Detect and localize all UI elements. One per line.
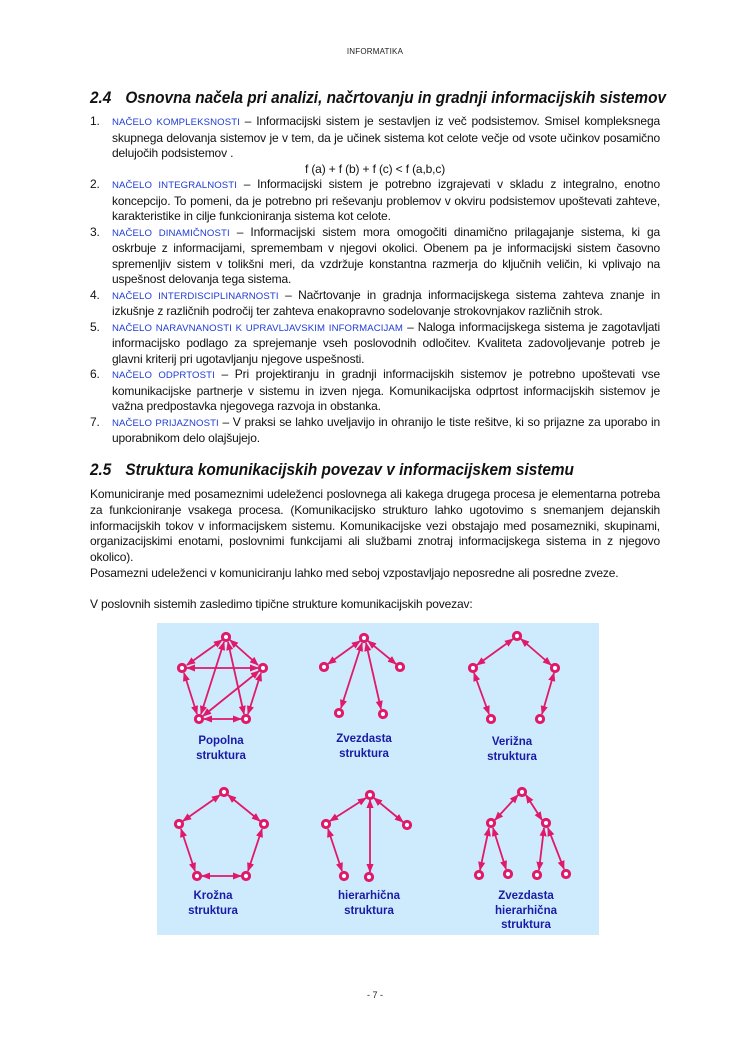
caption-line: Zvezdasta bbox=[498, 890, 554, 902]
caption-ring-structure bbox=[153, 889, 273, 918]
caption-line: hierarhična bbox=[495, 904, 557, 917]
caption-line: Popolna bbox=[198, 735, 244, 747]
section-2-4-heading bbox=[90, 89, 666, 108]
caption-line: struktura bbox=[344, 904, 394, 917]
complete-structure-edges bbox=[184, 640, 261, 719]
section-2-5-heading bbox=[90, 461, 574, 480]
page-number: - 7 - bbox=[366, 990, 383, 1000]
communication-structures-figure bbox=[157, 623, 599, 935]
paragraph-typical-structures: V poslovnih sistemih zasledimo tipične strukture komunikacijskih povezav: bbox=[90, 597, 473, 611]
caption-line: hierarhična bbox=[338, 890, 400, 902]
list-item bbox=[90, 367, 660, 415]
caption-star-structure bbox=[304, 732, 424, 761]
list-item bbox=[90, 225, 660, 288]
item-number: 5. bbox=[90, 319, 100, 334]
item-number: 2. bbox=[90, 177, 100, 191]
principle-term: NAČELO PRIJAZNOSTI bbox=[112, 417, 219, 429]
item-number: 3. bbox=[90, 224, 100, 239]
caption-complete-structure bbox=[161, 734, 281, 763]
principle-text: – Informacijski sistem je sestavljen iz več podsistemov. Smisel kompleksnega skupnega delovanja sistemov je v tem, da je učinek sistema kot celote večje od vsote učinkov posamično delujočih podsistemov . bbox=[112, 114, 660, 160]
principle-term: NAČELO INTERDISCIPLINARNOSTI bbox=[112, 290, 279, 302]
item-number: 4. bbox=[90, 287, 100, 302]
principle-text: – Informacijski sistem je potrebno izgrajevati v skladu z integralno, enotno koncepcijo. To pomeni, da je potrebno pri reševanju problemov v okviru podsistemov upoštevati zahteve, karakteristike in cilje funkcioniranja sistema kot celote. bbox=[112, 177, 660, 223]
principle-text: – Naloga informacijskega sistema je zagotavljati informacijsko podlago za sprejemanje vseh poslovodnih odločitev. Kvaliteta zadovoljevanje potreb je glavni kriterij pri ugotavljanju njegove uspešnosti. bbox=[112, 319, 660, 366]
caption-star-hierarchical-structure bbox=[466, 889, 586, 933]
principle-term: NAČELO INTEGRALNOSTI bbox=[112, 180, 238, 191]
star-structure-edges bbox=[328, 641, 396, 709]
section-number: 2.4 bbox=[90, 89, 112, 107]
list-item bbox=[90, 320, 660, 368]
principle-term: NAČELO KOMPLEKSNOSTI bbox=[112, 117, 240, 128]
caption-chain-structure bbox=[452, 735, 572, 764]
caption-line: Verižna bbox=[491, 736, 533, 748]
formula: f (a) + f (b) + f (c) < f (a,b,c) bbox=[304, 161, 446, 176]
item-number: 6. bbox=[90, 367, 100, 381]
principles-list bbox=[90, 114, 660, 447]
intro-paragraph: Komuniciranje med posameznimi udeleženci poslovnega ali kakega drugega procesa je elementarna potreba za funkcioniranje vsakega procesa. (Komunikacijsko strukturo lahko ugotovimo s snemanjem dejanskih informacijskih tokov v informacijskem sistemu. Komunikacijske vezi obstajajo med posamezniki, skupinami, organizacijskimi enotami, poslovnimi funkcijami ali službami znotraj informacijskega sistema in z njegovo okolico). bbox=[90, 487, 660, 565]
principle-text: – Informacijski sistem mora omogočiti dinamično prilagajanje sistema, ki ga oskrbuje z informacijami, spremembam v njegovi okolici. Obenem pa je informacijski sistem časovno spremenljiv sistem v tolikšni meri, da vzdržuje konstantna razmerja do ključnih veličin, ki vplivajo na uspešnost delovanja tega sistema. bbox=[112, 224, 660, 286]
list-item bbox=[90, 415, 660, 447]
star-hierarchical-structure-edges bbox=[480, 795, 564, 870]
running-header: INFORMATIKA bbox=[346, 47, 404, 56]
list-item bbox=[90, 114, 660, 177]
caption-line: Krožna bbox=[193, 890, 233, 902]
principle-text: – Načrtovanje in gradnja informacijskega sistema zahteva znanje in izkušnje z različnih področij ter zahteva enakopravno sodelovanje strokovnjakov različnih strok. bbox=[112, 287, 660, 318]
principle-term: NAČELO NARAVNANOSTI K UPRAVLJAVSKIM INFORMACIJAM bbox=[112, 322, 404, 334]
caption-line: struktura bbox=[188, 904, 238, 917]
list-item bbox=[90, 288, 660, 320]
item-number: 1. bbox=[90, 114, 100, 128]
principle-text: – V praksi se lahko uveljavijo in ohranijo le tiste rešitve, ki so prijazne za uporabo in uporabnikom delo olajšujejo. bbox=[112, 414, 660, 445]
caption-line: struktura bbox=[196, 749, 246, 762]
hierarchical-structure-edges bbox=[328, 798, 403, 872]
principle-text: – Pri projektiranju in gradnji informacijskih sistemov je potrebno upoštevati vse komunikacijske partnerje v sistemu in izven njega. Komunikacijska odprtost informacijskih sistemov je važna predpostavka njegovega razvoja in obstanka. bbox=[112, 367, 660, 413]
section-title-text: Osnovna načela pri analizi, načrtovanju in gradnji informacijskih sistemov bbox=[125, 89, 666, 107]
caption-hierarchical-structure bbox=[309, 889, 429, 918]
caption-line: Zvezdasta bbox=[336, 733, 392, 745]
paragraph-connections: Posamezni udeleženci v komuniciranju lahko med seboj vzpostavljajo neposredne ali posredne zveze. bbox=[90, 566, 619, 580]
list-item bbox=[90, 177, 660, 225]
principle-term: NAČELO ODPRTOSTI bbox=[112, 370, 215, 381]
chain-structure-edges bbox=[474, 639, 554, 714]
section-title-text: Struktura komunikacijskih povezav v informacijskem sistemu bbox=[125, 461, 574, 479]
item-number: 7. bbox=[90, 414, 100, 429]
section-number: 2.5 bbox=[90, 461, 112, 479]
caption-line: struktura bbox=[339, 747, 389, 760]
caption-line: struktura bbox=[501, 919, 551, 931]
caption-line: struktura bbox=[487, 750, 537, 763]
ring-structure-edges bbox=[181, 795, 262, 876]
principle-term: NAČELO DINAMIČNOSTI bbox=[112, 227, 230, 239]
